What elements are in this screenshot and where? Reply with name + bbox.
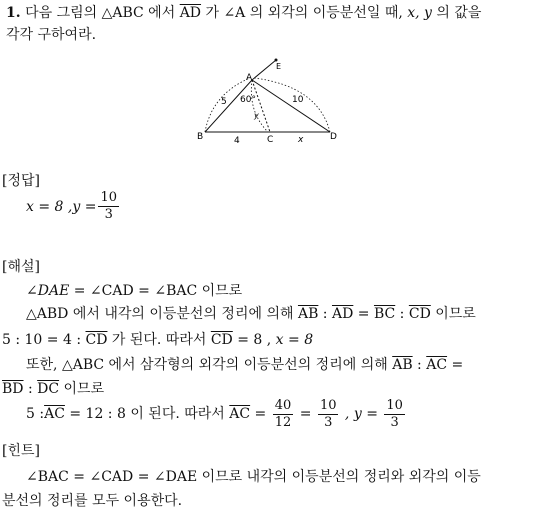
angle-dae: ∠DAE [26, 283, 70, 299]
fraction-y-value [384, 398, 405, 431]
fraction-num: 40 [274, 397, 292, 413]
seg-ac: $\overline{AC}$ [426, 357, 448, 373]
seg-cd: $\overline{CD}$ [408, 306, 431, 322]
solution-header: [해설] [2, 259, 40, 275]
arc-ac [251, 80, 268, 132]
answer-header: [정답] [2, 173, 40, 189]
seg-dc: $\overline{DC}$ [37, 381, 60, 397]
fraction-den: 3 [324, 414, 333, 430]
label-a: A [246, 73, 253, 83]
seg-ab: $\overline{AB}$ [297, 306, 319, 322]
label-e: E [276, 62, 282, 71]
problem-line-1 [6, 4, 481, 22]
value-cd: x [298, 135, 304, 145]
colon: : [23, 381, 38, 397]
fraction-den: 12 [274, 414, 292, 430]
answer-y-fraction [98, 190, 119, 223]
side-ab-line [205, 80, 252, 132]
seg-bc: $\overline{BC}$ [373, 306, 396, 322]
solution-l3-b: 가 된다. 따라서 [107, 332, 211, 348]
solution-line-3 [2, 331, 313, 349]
seg-bd: $\overline{BD}$ [2, 381, 24, 397]
answer-line [26, 190, 121, 223]
colon: : [412, 357, 427, 373]
value-ac: y [254, 111, 259, 120]
answer-x: x = 8 , [26, 198, 73, 215]
problem-number: 1. [6, 5, 21, 21]
solution-line-1 [26, 282, 242, 300]
seg-ac: $\overline{AC}$ [44, 406, 65, 422]
ray-ae [252, 60, 276, 80]
seg-ad: $\overline{AD}$ [331, 306, 354, 322]
colon: : [318, 306, 332, 322]
solution-l1-rest: = ∠CAD = ∠BAC 이므로 [69, 283, 243, 299]
problem-text-b: 가 ∠A 의 외각의 이등분선일 때, [201, 5, 408, 21]
seg-cd: $\overline{CD}$ [210, 332, 233, 348]
solution-l3-a: 5 : 10 = 4 : [2, 332, 86, 348]
solution-l5-end: 이므로 [59, 381, 105, 397]
solution-l6-b: = 12 : 8 이 된다. 따라서 [64, 406, 230, 422]
angle-label: 60° [240, 95, 256, 105]
side-ad-line [252, 80, 330, 132]
fraction-40-12 [273, 398, 294, 431]
triangle-figure [190, 50, 350, 148]
answer-y-den: 3 [104, 207, 113, 222]
solution-y-eq: , y = [340, 406, 383, 422]
variables-xy: x, y [407, 5, 432, 21]
fraction-10-3 [318, 398, 339, 431]
hint-line-1: ∠BAC = ∠CAD = ∠DAE 이므로 내각의 이등분선의 정리와 외각의 이등 [26, 469, 481, 485]
seg-cd: $\overline{CD}$ [85, 332, 108, 348]
solution-line-2 [26, 305, 476, 323]
fraction-den: 3 [390, 414, 399, 430]
solution-line-6 [26, 396, 407, 432]
label-b: B [197, 132, 204, 142]
problem-text-a: 다음 그림의 △ABC 에서 [25, 5, 180, 21]
seg-ab: $\overline{AB}$ [392, 357, 413, 373]
solution-x-value: x = 8 [275, 332, 314, 348]
equals: = [353, 306, 374, 322]
label-d: D [330, 132, 337, 142]
solution-l2-end: 이므로 [430, 306, 476, 322]
seg-ac: $\overline{AC}$ [229, 406, 251, 422]
segment-ad: $\overline{AD}$ [179, 5, 202, 21]
solution-line-4 [26, 356, 463, 374]
equals: = [447, 357, 464, 373]
hint-header: [힌트] [2, 443, 40, 459]
problem-line-2: 각각 구하여라. [6, 27, 97, 43]
problem-text-c: 의 값을 [431, 5, 482, 21]
equals: = [250, 406, 271, 422]
solution-l2-text: △ABD 에서 내각의 이등분선의 정리에 의해 [26, 306, 298, 322]
hint-line-2: 분선의 정리를 모두 이용한다. [2, 493, 183, 509]
fraction-num: 10 [386, 397, 403, 413]
equals: = [295, 406, 316, 422]
solution-l4-a: 또한, △ABC 에서 삼각형의 외각의 이등분선의 정리에 의해 [26, 357, 393, 373]
value-bc: 4 [234, 136, 240, 146]
colon: : [395, 306, 409, 322]
solution-l6-a: 5 : [26, 406, 45, 422]
solution-l3-c: = 8 , [232, 332, 276, 348]
value-ab: 5 [221, 97, 227, 107]
fraction-num: 10 [319, 397, 337, 413]
value-ad: 10 [292, 95, 304, 105]
answer-y-num: 10 [100, 190, 117, 205]
answer-y: y = [72, 198, 97, 215]
label-c: C [267, 135, 274, 145]
